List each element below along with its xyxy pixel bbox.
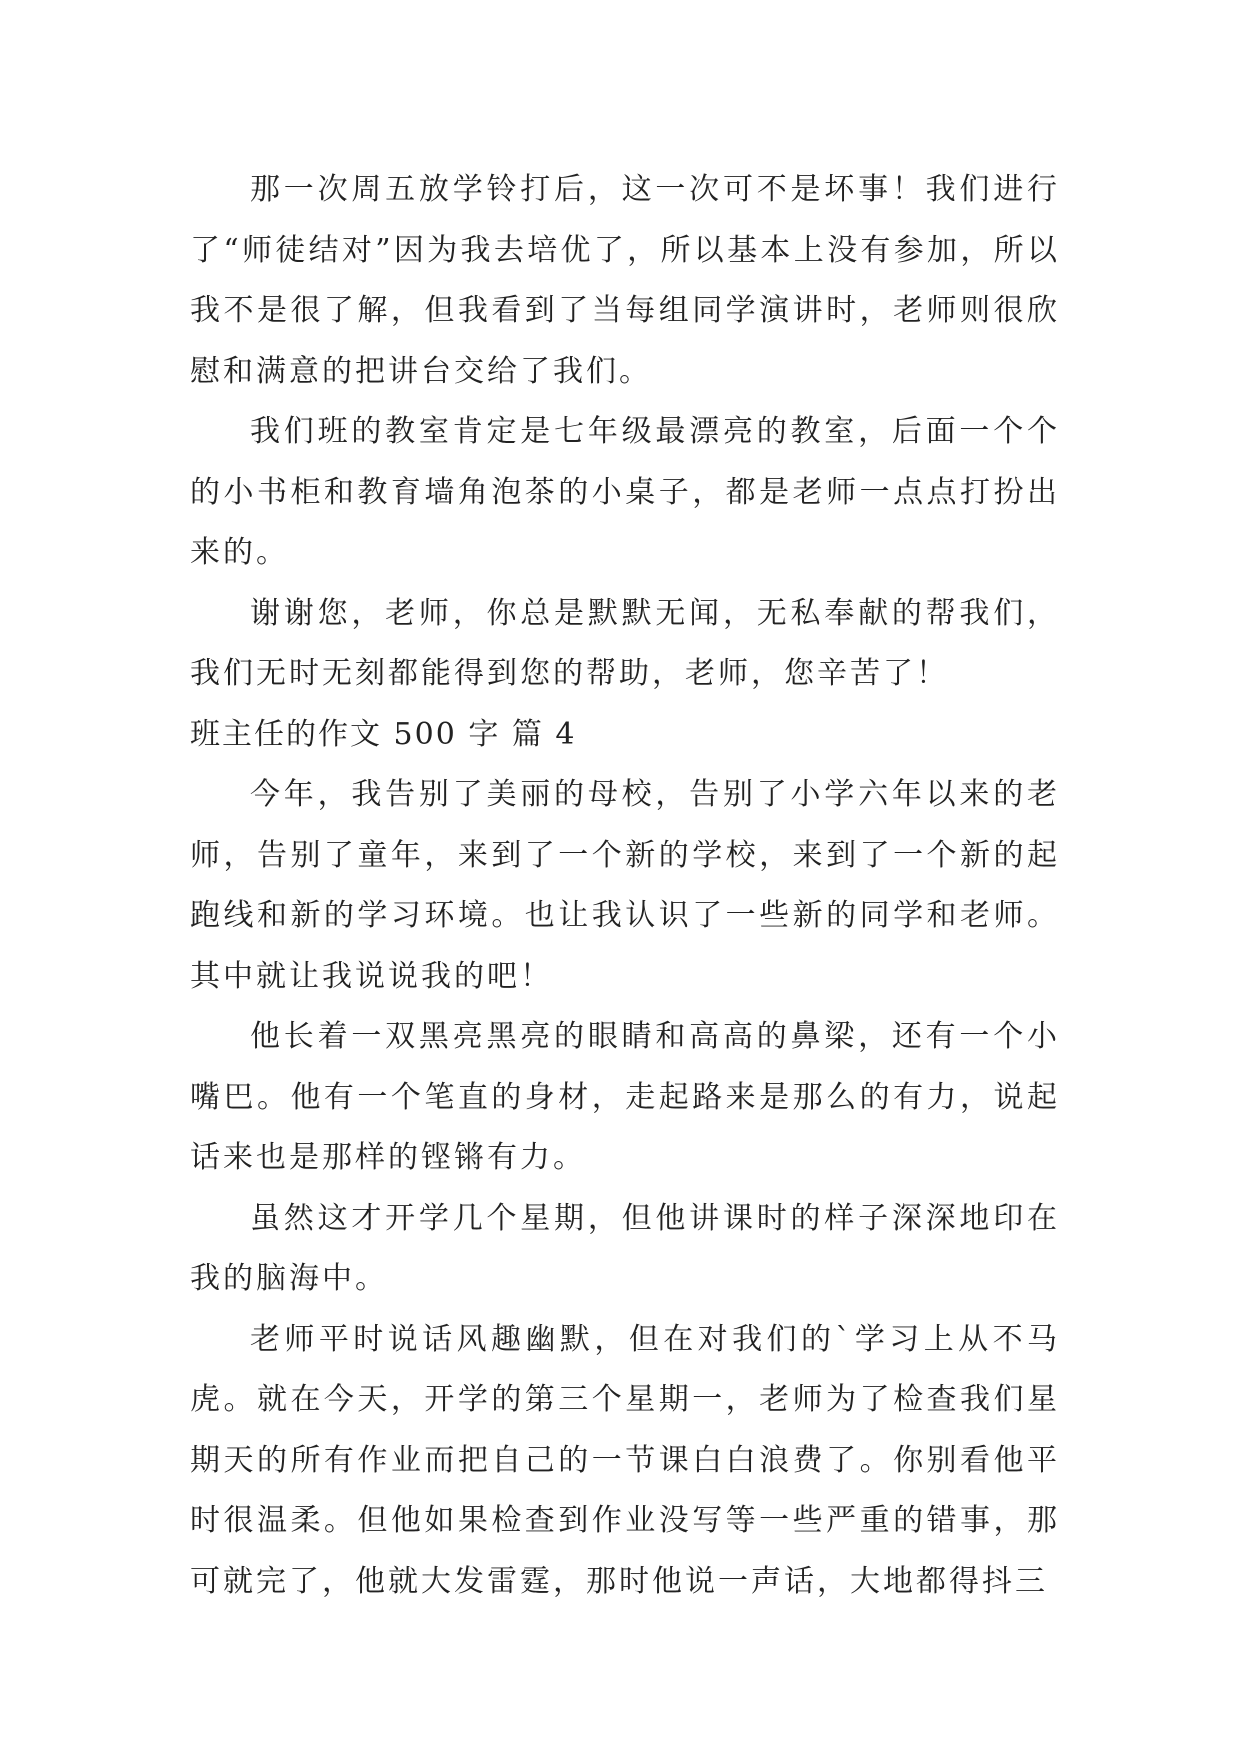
paragraph: 今年，我告别了美丽的母校，告别了小学六年以来的老师，告别了童年，来到了一个新的学校，来到了一个新的起跑线和新的学习环境。也让我认识了一些新的同学和老师。其中就让我说说我的吧！ bbox=[190, 777, 1060, 994]
paragraph: 谢谢您，老师，你总是默默无闻，无私奉献的帮我们，我们无时无刻都能得到您的帮助，老师，您辛苦了！ bbox=[190, 595, 1060, 691]
document-body bbox=[190, 160, 1060, 1612]
paragraph: 老师平时说话风趣幽默，但在对我们的`学习上从不马虎。就在今天，开学的第三个星期一，老师为了检查我们星期天的所有作业而把自己的一节课白白浪费了。你别看他平时很温柔。但他如果检查到作业没写等一些严重的错事，那可就完了，他就大发雷霆，那时他说一声话，大地都得抖三 bbox=[190, 1321, 1060, 1599]
paragraph: 他长着一双黑亮黑亮的眼睛和高高的鼻梁，还有一个小嘴巴。他有一个笔直的身材，走起路来是那么的有力，说起话来也是那样的铿锵有力。 bbox=[190, 1019, 1060, 1175]
paragraph: 那一次周五放学铃打后，这一次可不是坏事！我们进行了“师徒结对”因为我去培优了，所以基本上没有参加，所以我不是很了解，但我看到了当每组同学演讲时，老师则很欣慰和满意的把讲台交给了我们。 bbox=[190, 172, 1060, 389]
section-heading: 班主任的作文 500 字 篇 4 bbox=[190, 716, 577, 752]
paragraph: 我们班的教室肯定是七年级最漂亮的教室，后面一个个的小书柜和教育墙角泡茶的小桌子，都是老师一点点打扮出来的。 bbox=[190, 414, 1060, 570]
paragraph: 虽然这才开学几个星期，但他讲课时的样子深深地印在我的脑海中。 bbox=[190, 1200, 1060, 1296]
